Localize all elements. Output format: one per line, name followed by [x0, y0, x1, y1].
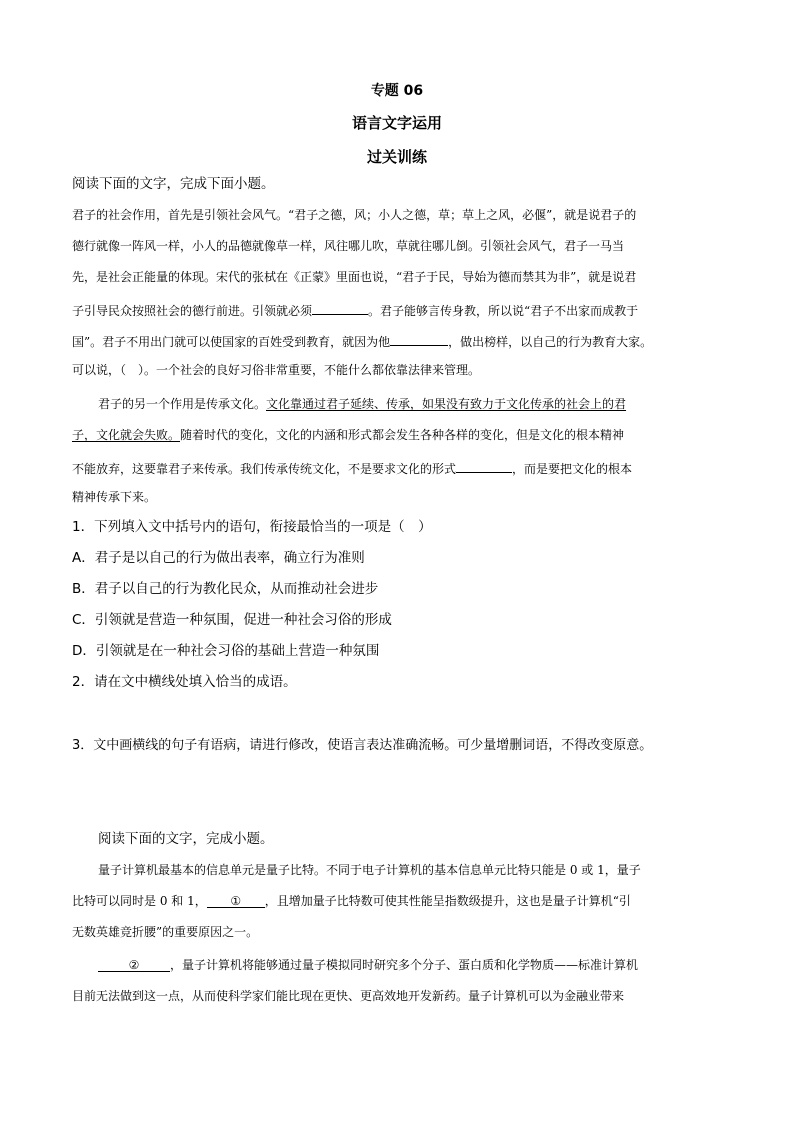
fill-blank-2[interactable]: ②: [98, 957, 170, 972]
fill-blank-1[interactable]: ①: [207, 893, 265, 908]
passage1-line: 子引导民众按照社会的德行前进。引领就必须 。君子能够言传身教，所以说“君子不出家而成教于: [72, 300, 638, 319]
passage1-intro: 阅读下面的文字，完成下面小题。: [72, 176, 275, 192]
passage1-line: 君子的社会作用，首先是引领社会风气。“君子之德，风；小人之德，草；草上之风，必偃”，就是说君子的: [72, 208, 637, 222]
passage2-line: 比特可以同时是 0 和 1， ① ，且增加量子比特数可使其性能呈指数级提升，这也是量子计算机“引: [72, 894, 631, 908]
passage2-line: 无数英雄竞折腰”的重要原因之一。: [72, 925, 259, 939]
fill-blank[interactable]: [390, 331, 448, 346]
topic-number: 专题 06: [370, 83, 424, 99]
passage2-intro: 阅读下面的文字，完成小题。: [98, 831, 274, 847]
option-d[interactable]: D．引领就是在一种社会习俗的基础上营造一种氛围: [72, 643, 380, 659]
passage1-line: 可以说，（ ）。一个社会的良好习俗非常重要，不能什么都依靠法律来管理。: [72, 363, 481, 377]
passage1-line: 德行就像一阵风一样，小人的品德就像草一样，风往哪儿吹，草就往哪儿倒。引领社会风气，君子一马当: [72, 239, 625, 253]
underlined-sentence: 文化靠通过君子延续、传承，如果没有致力于文化传承的社会上的君: [266, 397, 627, 411]
question-1: 1．下列填入文中括号内的语句，衔接最恰当的一项是（ ）: [72, 519, 432, 535]
page-title: 语言文字运用: [351, 114, 442, 132]
passage1-line: 子，文化就会失败。随着时代的变化，文化的内涵和形式都会发生各种各样的变化，但是文化的根本精神: [72, 428, 625, 442]
passage1-line: 君子的另一个作用是传承文化。文化靠通过君子延续、传承，如果没有致力于文化传承的社会上的君: [98, 397, 627, 411]
passage1-line: 精神传承下来。: [72, 490, 157, 504]
question-3: 3．文中画横线的句子有语病，请进行修改，使语言表达准确流畅。可少量增删词语，不得改变原意。: [72, 738, 653, 753]
option-a[interactable]: A．君子是以自己的行为做出表率，确立行为准则: [72, 550, 365, 566]
fill-blank[interactable]: [312, 300, 368, 315]
passage2-line: ② ，量子计算机将能够通过量子模拟同时研究多个分子、蛋白质和化学物质——标准计算机: [98, 957, 638, 973]
passage1-line: 不能放弃，这要靠君子来传承。我们传承传统文化，不是要求文化的形式 ，而是要把文化的根本: [72, 458, 632, 477]
option-c[interactable]: C．引领就是营造一种氛围，促进一种社会习俗的形成: [72, 612, 392, 628]
fill-blank[interactable]: [456, 458, 512, 473]
passage2-line: 量子计算机最基本的信息单元是量子比特。不同于电子计算机的基本信息单元比特只能是 0 或 1，量子: [98, 863, 641, 877]
underlined-sentence: 子，文化就会失败。: [72, 428, 181, 442]
passage1-line: 先，是社会正能量的体现。宋代的张栻在《正蒙》里面也说，“君子于民，导始为德而禁其为非”，就是说君: [72, 270, 637, 284]
passage1-line: 国”。君子不用出门就可以使国家的百姓受到教育，就因为他 ，做出榜样，以自己的行为教育大家。: [72, 331, 652, 350]
section-title: 过关训练: [366, 148, 427, 166]
passage2-line: 目前无法做到这一点，从而使科学家们能比现在更快、更高效地开发新药。量子计算机可以为金融业带来: [72, 989, 625, 1003]
question-2: 2．请在文中横线处填入恰当的成语。: [72, 674, 297, 690]
option-b[interactable]: B．君子以自己的行为教化民众，从而推动社会进步: [72, 581, 379, 597]
